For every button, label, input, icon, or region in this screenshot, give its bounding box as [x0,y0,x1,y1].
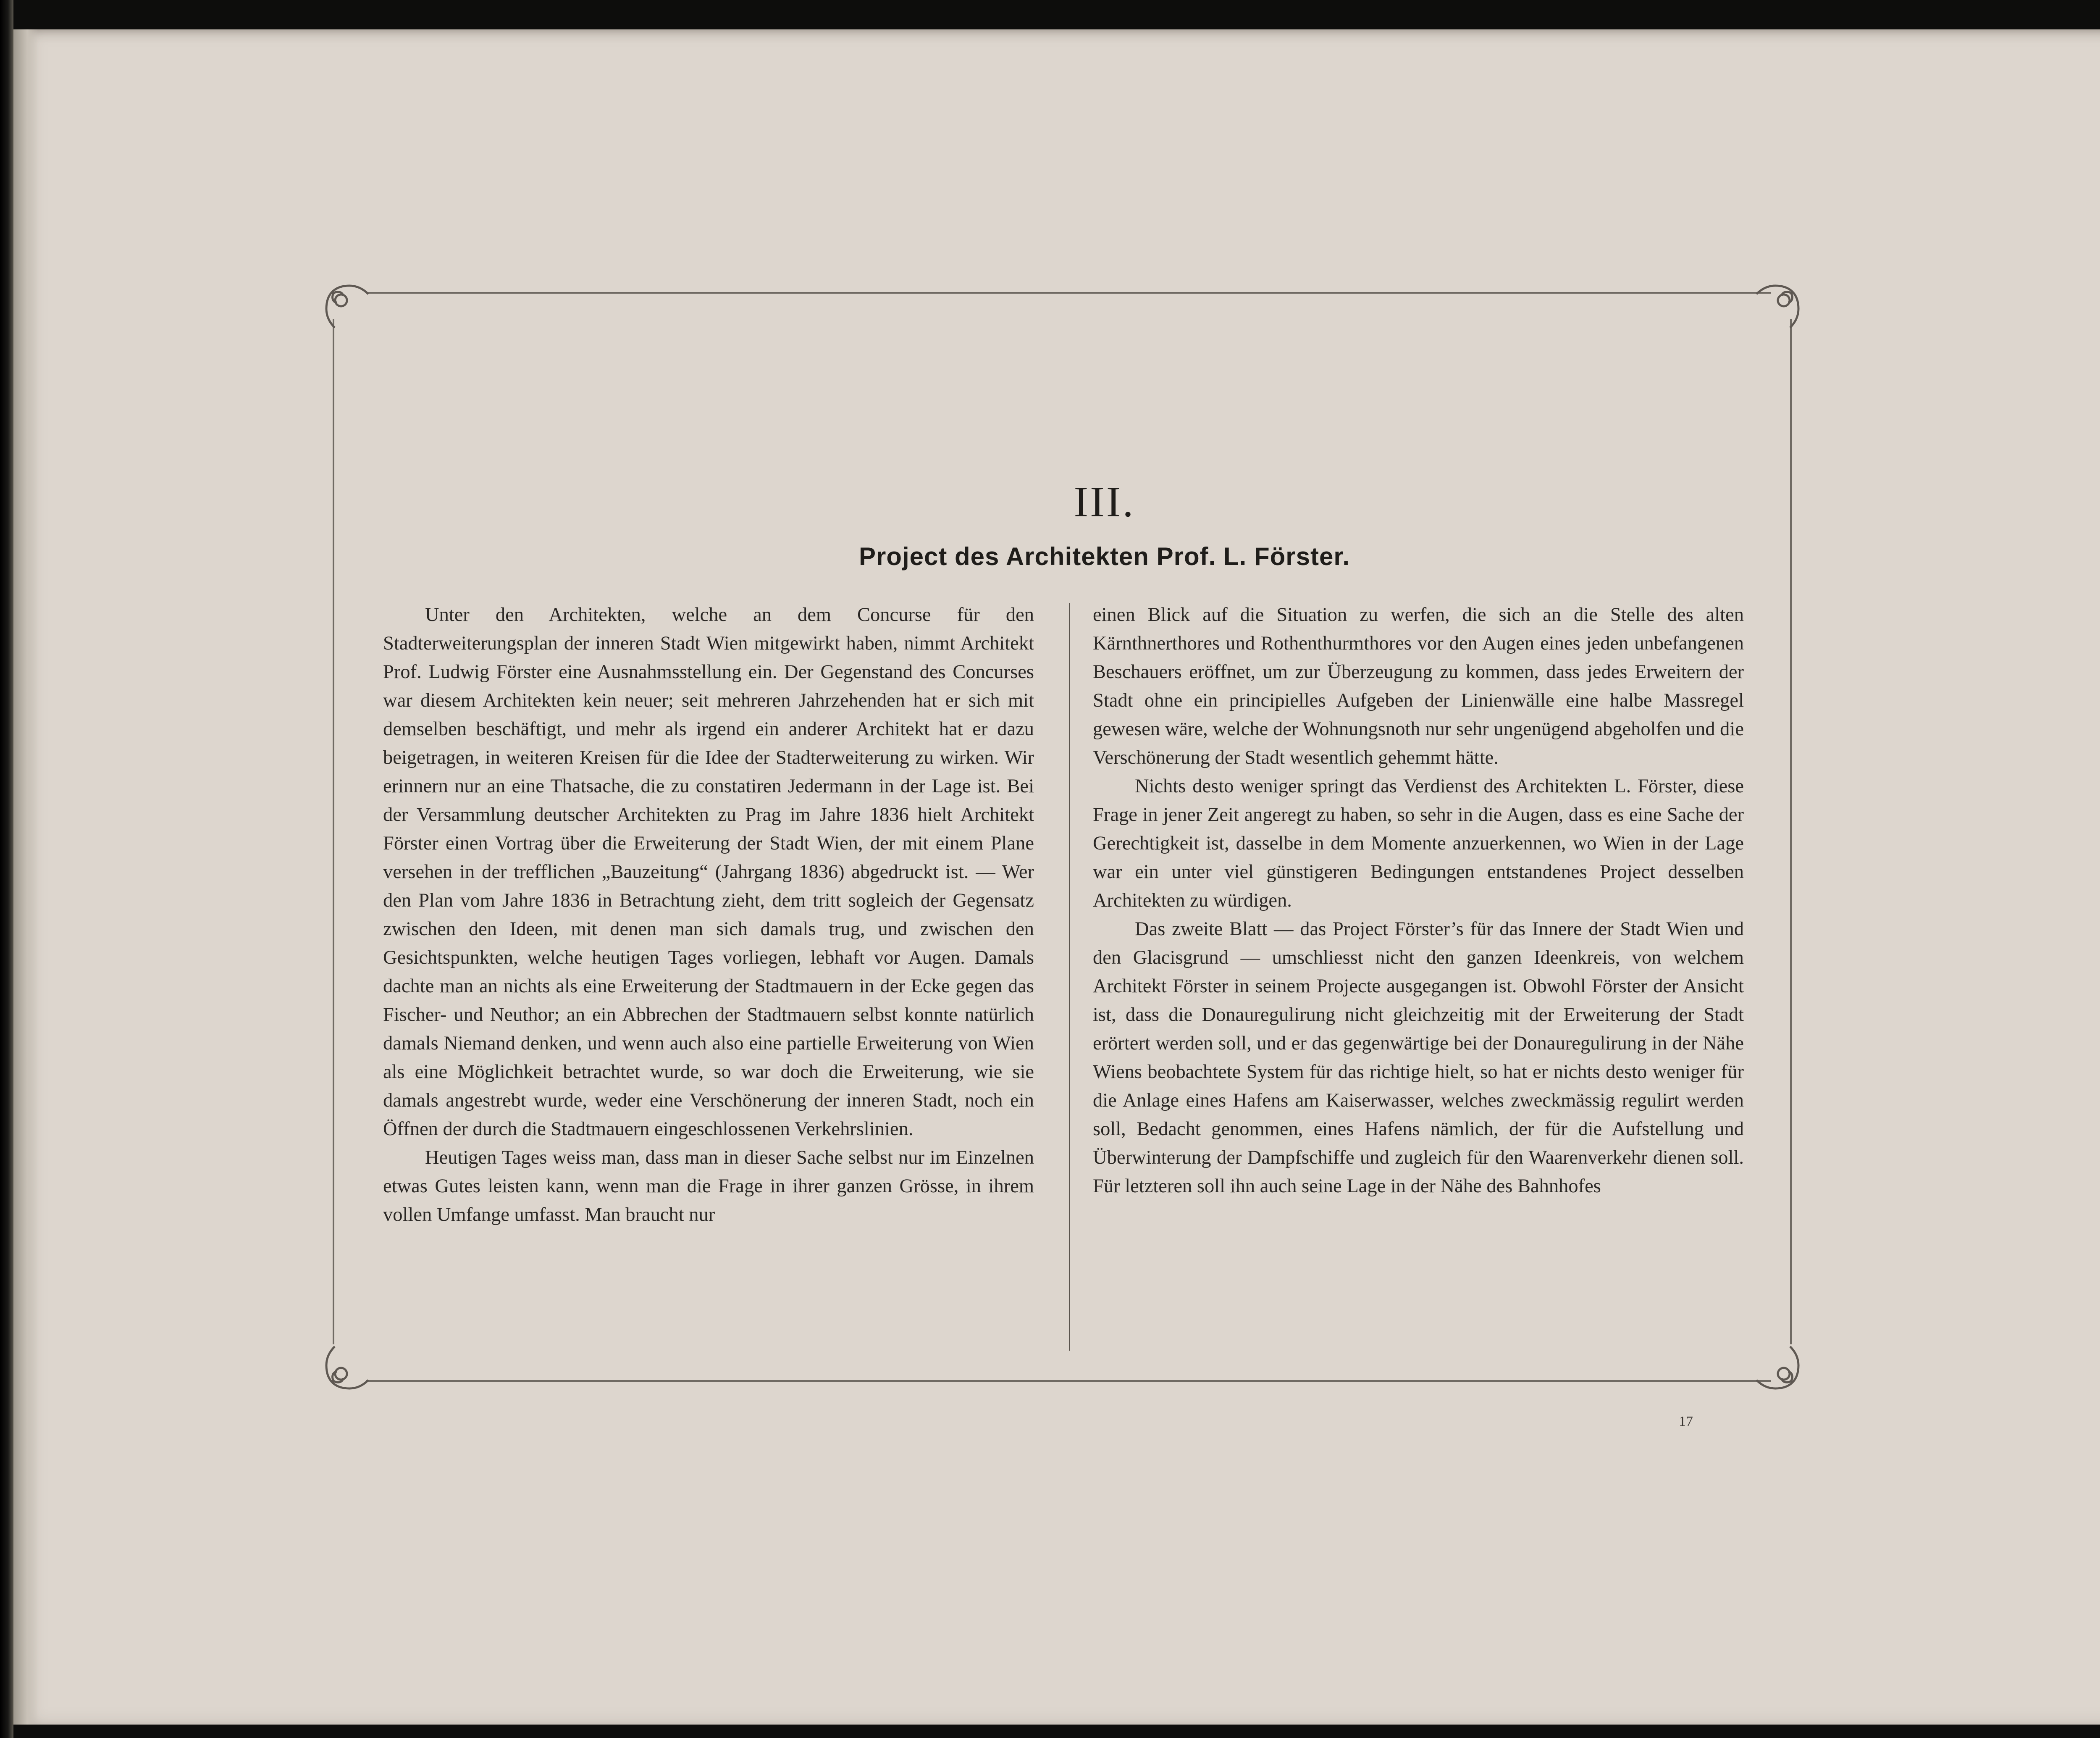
paragraph: Nichts desto weniger springt das Verdienst des Architekten L. Förster, diese Frage in jener Zeit angeregt zu haben, so sehr in die Augen, dass es eine Sache der Gerechtigkeit ist, dasselbe in dem Momente anzuerkennen, wo Wien in der Lage war ein unter viel günstigeren Bedingungen entstandenes Project desselben Architekten zu würdigen. [1093,776,1744,911]
corner-ornament-bottom-left-icon [318,1334,381,1397]
corner-ornament-top-right-icon [1744,277,1807,340]
corner-ornament-top-left-icon [318,277,381,340]
paragraph: Das zweite Blatt — das Project Förster’s für das Innere der Stadt Wien und den Glacisgrund — umschliesst nicht den ganzen Ideenkreis, von welchem Architekt Förster in seinem Projecte ausgegangen ist. Obwohl Förster der Ansicht ist, dass die Donauregulirung nicht gleichzeitig mit der Erweiterung der Stadt erörtert werden soll, und er das gegenwärtige bei der Donauregulirung in der Nähe Wiens beobachtete System für das richtige hielt, so hat er nichts desto weniger für die Anlage eines Hafens am Kaiserwasser, welches zweckmässig regulirt werden soll, Bedacht genommen, eines Hafens nämlich, der für die Aufstellung und Überwinterung der Dampfschiffe und zugleich für den Waarenverkehr dienen soll. Für letzteren soll ihn auch seine Lage in der Nähe des Bahnhofes [1093,918,1744,1197]
paragraph: einen Blick auf die Situation zu werfen, die sich an die Stelle des alten Kärnthnerthores und Rothenthurmthores vor den Augen eines jeden unbefangenen Beschauers eröffnet, um zur Überzeugung zu kommen, dass jedes Erweitern der Stadt ohne ein principielles Aufgeben der Linienwälle eine halbe Massregel gewesen wäre, welche der Wohnungsnoth nur sehr ungenügend abgeholfen und die Verschönerung der Stadt wesentlich gehemmt hätte. [1093,604,1744,768]
page-number: 17 [1679,1414,1693,1429]
frame-bottom-rule [366,1380,1771,1382]
chapter-title: Project des Architekten Prof. L. Förster. [858,542,1350,571]
corner-ornament-bottom-right-icon [1744,1334,1807,1397]
frame-left-rule [333,319,334,1344]
book-spine-shadow [0,0,13,1738]
frame-top-rule [366,292,1771,294]
right-text-column [1093,601,1744,1353]
frame-right-rule [1790,319,1792,1344]
left-text-column [383,601,1034,1353]
page-gutter-shadow [13,29,39,1725]
column-divider [1069,603,1070,1351]
book-page [13,29,2100,1725]
paragraph: Heutigen Tages weiss man, dass man in dieser Sache selbst nur im Einzelnen etwas Gutes leisten kann, wenn man die Frage in ihrer ganzen Grösse, in ihrem vollen Umfange umfasst. Man braucht nur [383,1147,1034,1225]
chapter-numeral: III. [1074,478,1135,526]
paragraph: Unter den Architekten, welche an dem Concurse für den Stadterweiterungsplan der inneren Stadt Wien mitgewirkt haben, nimmt Architekt Prof. Ludwig Förster eine Ausnahmsstellung ein. Der Gegenstand des Concurses war diesem Architekten kein neuer; seit mehreren Jahrzehenden hat er sich mit demselben beschäftigt, und mehr als irgend ein anderer Architekt hat er dazu beigetragen, in weiteren Kreisen für die Idee der Stadterweiterung zu wirken. Wir erinnern nur an eine Thatsache, die zu constatiren Jedermann in der Lage ist. Bei der Versammlung deutscher Architekten zu Prag im Jahre 1836 hielt Architekt Förster einen Vortrag über die Erweiterung der Stadt Wien, der mit einem Plane versehen in der trefflichen „Bauzeitung“ (Jahrgang 1836) abgedruckt ist. — Wer den Plan vom Jahre 1836 in Betrachtung zieht, dem tritt sogleich der Gegensatz zwischen den Ideen, mit denen man sich damals trug, und zwischen den Gesichtspunkten, welche heutigen Tages vorliegen, lebhaft vor Augen. Damals dachte man an nichts als eine Erweiterung der Stadtmauern in der Ecke gegen das Fischer- und Neuthor; an ein Abbrechen der Stadtmauern selbst konnte natürlich damals Niemand denken, und wenn auch also eine partielle Erweiterung von Wien als eine Möglichkeit betrachtet wurde, so war doch die Erweiterung, wie sie damals angestrebt wurde, weder eine Verschönerung der inneren Stadt, noch ein Öffnen der durch die Stadtmauern eingeschlossenen Verkehrslinien. [383,604,1034,1140]
